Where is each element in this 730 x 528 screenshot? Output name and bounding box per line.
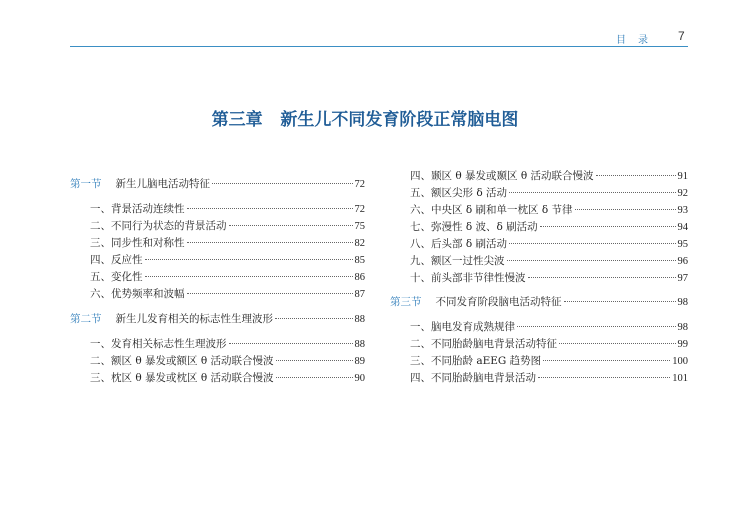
toc-page: 98 — [677, 297, 688, 308]
chapter-title: 第三章 新生儿不同发育阶段正常脑电图 — [211, 110, 519, 130]
leader-dots — [229, 343, 353, 344]
toc-label: 五、变化性 — [90, 271, 143, 283]
toc-page: 87 — [354, 289, 365, 300]
toc-label: 四、反应性 — [90, 254, 143, 266]
toc-item[interactable] — [70, 336, 365, 352]
toc-page: 95 — [677, 239, 688, 250]
toc-page: 91 — [677, 171, 688, 182]
section-number: 第三节 — [390, 296, 422, 308]
leader-dots — [543, 360, 670, 361]
toc-label: 九、额区一过性尖波 — [410, 255, 505, 267]
toc-item[interactable] — [390, 353, 688, 369]
toc-item[interactable] — [390, 236, 688, 252]
toc-page: 93 — [677, 205, 688, 216]
running-header: 目录 — [616, 35, 660, 46]
toc-page: 94 — [677, 222, 688, 233]
toc-item[interactable] — [70, 218, 365, 234]
section-number: 第一节 — [70, 178, 102, 190]
toc-page: 100 — [672, 356, 688, 367]
leader-dots — [275, 318, 353, 319]
toc-label: 三、枕区 θ 暴发或枕区 θ 活动联合慢波 — [90, 372, 274, 384]
toc-item[interactable] — [390, 168, 688, 184]
toc-label: 四、颞区 θ 暴发或颞区 θ 活动联合慢波 — [410, 170, 594, 182]
toc-item[interactable] — [390, 253, 688, 269]
toc-section[interactable] — [70, 176, 365, 192]
toc-label: 五、额区尖形 δ 活动 — [410, 187, 507, 199]
toc-item[interactable] — [390, 219, 688, 235]
toc-label: 一、发育相关标志性生理波形 — [90, 338, 227, 350]
toc-page: 92 — [677, 188, 688, 199]
toc-label: 二、不同行为状态的背景活动 — [90, 220, 227, 232]
toc-item[interactable] — [70, 370, 365, 386]
leader-dots — [229, 225, 353, 226]
leader-dots — [596, 175, 676, 176]
toc-item[interactable] — [70, 353, 365, 369]
leader-dots — [509, 243, 676, 244]
toc-page: 96 — [677, 256, 688, 267]
toc-page: 90 — [354, 373, 365, 384]
toc-label: 二、不同胎龄脑电背景活动特征 — [410, 338, 557, 350]
leader-dots — [575, 209, 676, 210]
toc-item[interactable] — [70, 235, 365, 251]
toc-item[interactable] — [390, 185, 688, 201]
toc-label: 一、脑电发育成熟规律 — [410, 321, 515, 333]
toc-label: 二、额区 θ 暴发或额区 θ 活动联合慢波 — [90, 355, 274, 367]
leader-dots — [528, 277, 676, 278]
leader-dots — [540, 226, 676, 227]
leader-dots — [507, 260, 676, 261]
toc-page: 85 — [354, 255, 365, 266]
leader-dots — [559, 343, 676, 344]
toc-label: 六、中央区 δ 刷和单一枕区 δ 节律 — [410, 204, 573, 216]
section-number: 第二节 — [70, 313, 102, 325]
toc-section[interactable] — [390, 294, 688, 310]
toc-label: 一、背景活动连续性 — [90, 203, 185, 215]
leader-dots — [187, 242, 353, 243]
toc-item[interactable] — [390, 202, 688, 218]
toc-page: 101 — [672, 373, 688, 384]
toc-section[interactable] — [70, 311, 365, 327]
toc-page: 75 — [354, 221, 365, 232]
leader-dots — [276, 377, 353, 378]
toc-item[interactable] — [70, 201, 365, 217]
toc-label: 四、不同胎龄脑电背景活动 — [410, 372, 536, 384]
leader-dots — [145, 276, 353, 277]
leader-dots — [509, 192, 676, 193]
toc-item[interactable] — [390, 270, 688, 286]
toc-label: 八、后头部 δ 刷活动 — [410, 238, 507, 250]
leader-dots — [538, 377, 670, 378]
toc-page: 99 — [677, 339, 688, 350]
toc-page: 72 — [354, 179, 365, 190]
toc-label: 十、前头部非节律性慢波 — [410, 272, 526, 284]
toc-page: 82 — [354, 238, 365, 249]
toc-item[interactable] — [390, 336, 688, 352]
toc-item[interactable] — [70, 252, 365, 268]
header-rule — [70, 46, 688, 47]
toc-label: 三、不同胎龄 aEEG 趋势图 — [410, 355, 542, 367]
leader-dots — [187, 208, 353, 209]
toc-label: 六、优势频率和波幅 — [90, 288, 185, 300]
toc-page: 88 — [354, 314, 365, 325]
toc-label: 新生儿发育相关的标志性生理波形 — [115, 313, 273, 325]
toc-page: 86 — [354, 272, 365, 283]
toc-item[interactable] — [70, 286, 365, 302]
toc-label: 新生儿脑电活动特征 — [115, 178, 210, 190]
leader-dots — [517, 326, 676, 327]
leader-dots — [212, 183, 353, 184]
toc-page: 98 — [677, 322, 688, 333]
toc-label: 三、同步性和对称性 — [90, 237, 185, 249]
toc-page: 97 — [677, 273, 688, 284]
leader-dots — [276, 360, 353, 361]
page-number: 7 — [678, 29, 685, 43]
toc-page: 72 — [354, 204, 365, 215]
toc-page: 89 — [354, 356, 365, 367]
toc-item[interactable] — [70, 269, 365, 285]
toc-item[interactable] — [390, 370, 688, 386]
leader-dots — [187, 293, 353, 294]
leader-dots — [564, 301, 676, 302]
toc-item[interactable] — [390, 319, 688, 335]
leader-dots — [145, 259, 353, 260]
toc-label: 七、弥漫性 δ 波、δ 刷活动 — [410, 221, 538, 233]
toc-page: 88 — [354, 339, 365, 350]
toc-label: 不同发育阶段脑电活动特征 — [435, 296, 562, 308]
